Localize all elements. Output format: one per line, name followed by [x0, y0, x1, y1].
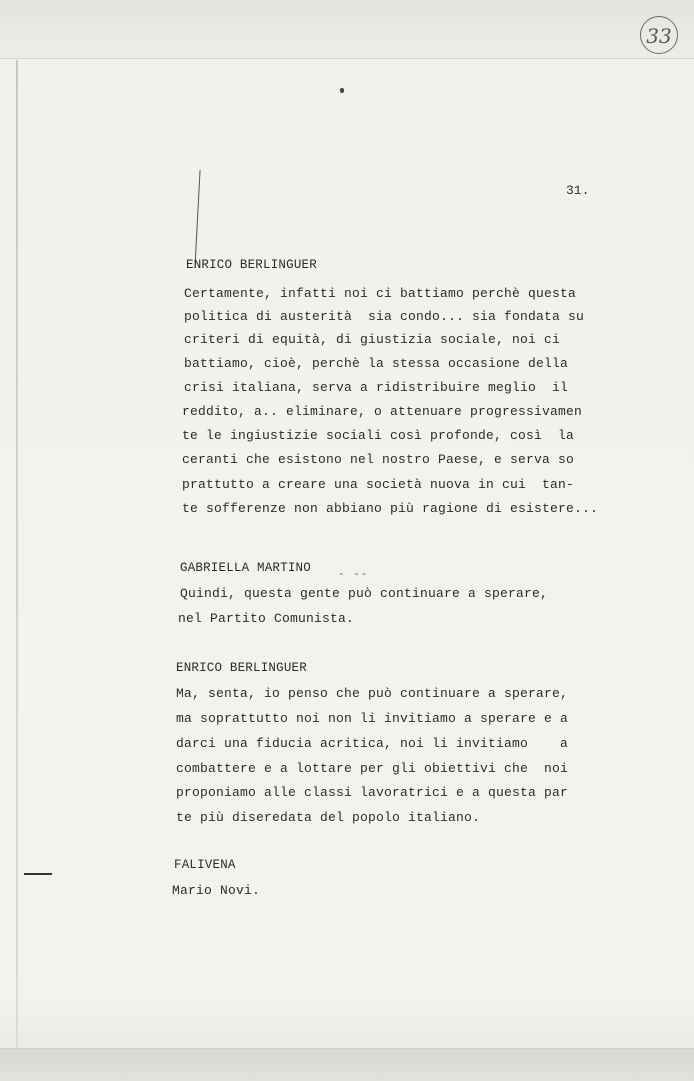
text-line: Quindi, questa gente può continuare a sperare,	[180, 586, 549, 601]
text-line: politica di austerità sia condo... sia fondata su	[184, 309, 585, 324]
scan-left-edge	[16, 60, 18, 1050]
text-line: reddito, a.. eliminare, o attenuare progressivamen	[182, 404, 583, 419]
speaker-name: ENRICO BERLINGUER	[176, 661, 307, 675]
text-line: darci una fiducia acritica, noi li invitiamo a	[176, 736, 569, 751]
speaker-name: GABRIELLA MARTINO	[180, 561, 311, 575]
pen-mark	[194, 170, 200, 268]
text-line: battiamo, cioè, perchè la stessa occasione della	[184, 356, 569, 371]
text-line: te più diseredata del popolo italiano.	[176, 810, 481, 825]
dash-mark: - --	[338, 569, 369, 581]
text-line: ceranti che esistono nel nostro Paese, e serva so	[182, 452, 575, 467]
scan-top-edge	[0, 0, 694, 59]
text-line: crisi italiana, serva a ridistribuire meglio il	[184, 380, 569, 395]
archive-stamp: 33	[640, 16, 678, 54]
speaker-name: FALIVENA	[174, 858, 236, 872]
margin-rule	[24, 873, 52, 875]
text-line: Ma, senta, io penso che può continuare a sperare,	[176, 686, 569, 701]
text-line: te le ingiustizie sociali così profonde, così la	[182, 428, 575, 443]
text-line: Mario Novi.	[172, 883, 261, 898]
text-line: proponiamo alle classi lavoratrici e a questa par	[176, 785, 569, 800]
page-number: 31.	[566, 183, 590, 198]
text-line: criteri di equità, di giustizia sociale, noi ci	[184, 332, 561, 347]
speaker-name: ENRICO BERLINGUER	[186, 258, 317, 272]
ink-dot	[340, 88, 344, 93]
text-line: prattutto a creare una società nuova in cui tan-	[182, 477, 575, 492]
text-line: combattere e a lottare per gli obiettivi che noi	[176, 761, 569, 776]
text-line: ma soprattutto noi non li invitiamo a sperare e a	[176, 711, 569, 726]
text-line: te sofferenze non abbiano più ragione di esistere...	[182, 501, 599, 516]
text-line: nel Partito Comunista.	[178, 611, 355, 626]
scan-bottom-edge	[0, 1048, 694, 1081]
text-line: Certamente, infatti noi ci battiamo perchè questa	[184, 286, 577, 301]
